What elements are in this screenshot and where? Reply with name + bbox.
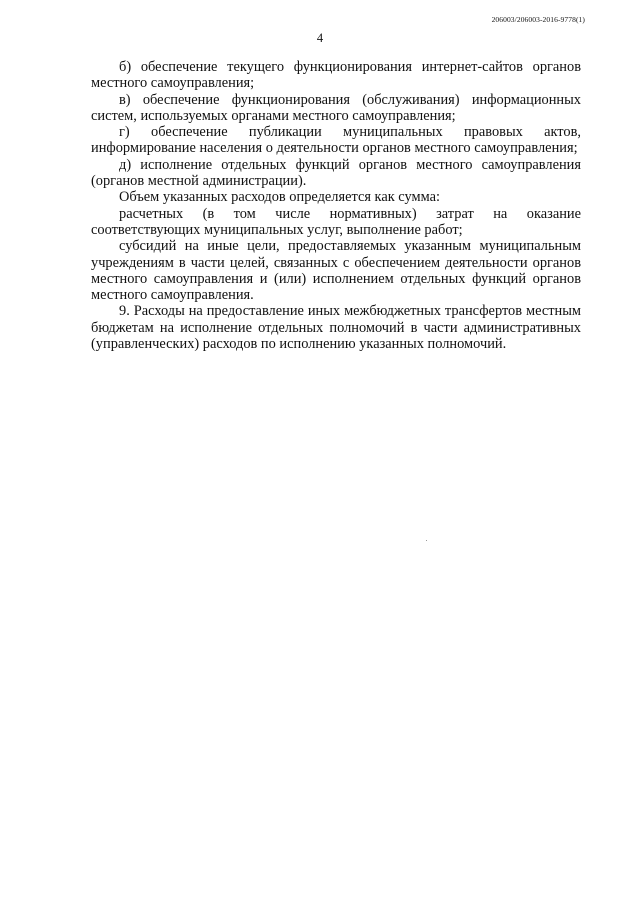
paragraph-item-b: б) обеспечение текущего функционирования интернет-сайтов органов местного самоуправления; (91, 59, 581, 92)
paragraph-volume-intro: Объем указанных расходов определяется как сумма: (119, 189, 441, 206)
document-body (91, 59, 581, 352)
paragraph-item-g: г) обеспечение публикации муниципальных правовых актов, информирование населения о деятельности органов местного самоуправления; (91, 124, 581, 157)
paragraph-subsidies: субсидий на иные цели, предоставляемых указанным муниципальным учреждениям в части целей, связанных с обеспечением деятельности органов местного самоуправления и (или) исполнением отдельных функций органов местного самоуправления. (91, 238, 581, 304)
paragraph-section-9: 9. Расходы на предоставление иных межбюджетных трансфертов местным бюджетам на исполнение отдельных полномочий в части административных (управленческих) расходов по исполнению указанных полномочий. (91, 303, 581, 353)
scan-speck (426, 540, 427, 541)
page-number: 4 (316, 31, 324, 45)
paragraph-calculated-costs: расчетных (в том числе нормативных) затрат на оказание соответствующих муниципальных услуг, выполнение работ; (91, 205, 581, 238)
paragraph-item-v: в) обеспечение функционирования (обслуживания) информационных систем, используемых органами местного самоуправления; (91, 91, 581, 124)
document-id: 206003/206003-2016-9778(1) (491, 15, 585, 24)
paragraph-item-d: д) исполнение отдельных функций органов местного самоуправления (органов местной администрации). (91, 156, 581, 190)
